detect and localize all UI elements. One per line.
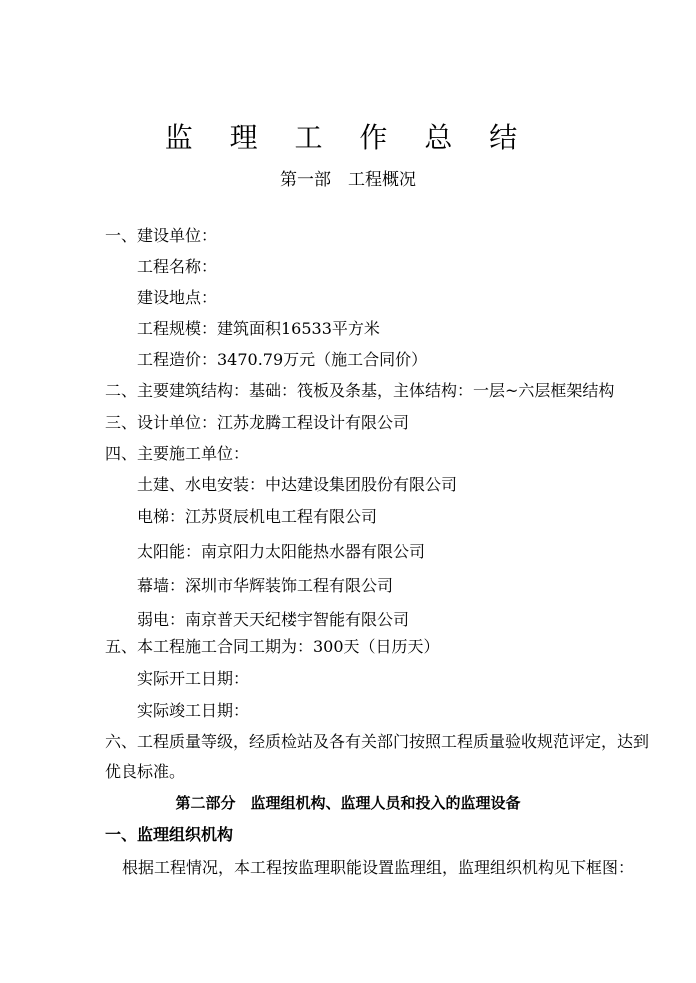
section-heading-org: 一、监理组织机构 — [105, 825, 234, 844]
line-main-structure: 二、主要建筑结构：基础：筏板及条基，主体结构：一层~六层框架结构 — [105, 381, 615, 400]
line-project-name: 工程名称： — [137, 257, 218, 276]
line-project-cost: 工程造价：3470.79万元（施工合同价） — [137, 350, 428, 369]
line-civil-contractor: 土建、水电安装：中达建设集团股份有限公司 — [137, 475, 458, 494]
line-quality-grade: 六、工程质量等级，经质检站及各有关部门按照工程质量验收规范评定，达到 — [105, 732, 650, 751]
line-actual-completion-date: 实际竣工日期： — [137, 701, 250, 720]
line-project-location: 建设地点： — [137, 288, 218, 307]
line-project-scale: 工程规模：建筑面积16533平方米 — [137, 319, 380, 338]
line-curtain-wall-contractor: 幕墙：深圳市华辉装饰工程有限公司 — [137, 576, 394, 595]
line-design-unit: 三、设计单位：江苏龙腾工程设计有限公司 — [105, 413, 410, 432]
document-title: 监 理 工 作 总 结 — [164, 121, 532, 154]
part-one-title: 第一部 工程概况 — [280, 170, 416, 190]
line-contract-period: 五、本工程施工合同工期为：300天（日历天） — [105, 637, 440, 656]
line-main-contractors: 四、主要施工单位： — [105, 444, 250, 463]
line-solar-contractor: 太阳能：南京阳力太阳能热水器有限公司 — [137, 542, 426, 561]
line-low-voltage-contractor: 弱电：南京普天天纪楼宇智能有限公司 — [137, 610, 410, 629]
line-construction-unit: 一、建设单位： — [105, 226, 218, 245]
line-elevator-contractor: 电梯：江苏贤辰机电工程有限公司 — [137, 507, 378, 526]
org-paragraph: 根据工程情况，本工程按监理职能设置监理组，监理组织机构见下框图： — [122, 858, 635, 877]
line-quality-grade-cont: 优良标准。 — [105, 762, 186, 781]
part-two-title: 第二部分 监理组机构、监理人员和投入的监理设备 — [175, 794, 521, 812]
line-actual-start-date: 实际开工日期： — [137, 669, 250, 688]
